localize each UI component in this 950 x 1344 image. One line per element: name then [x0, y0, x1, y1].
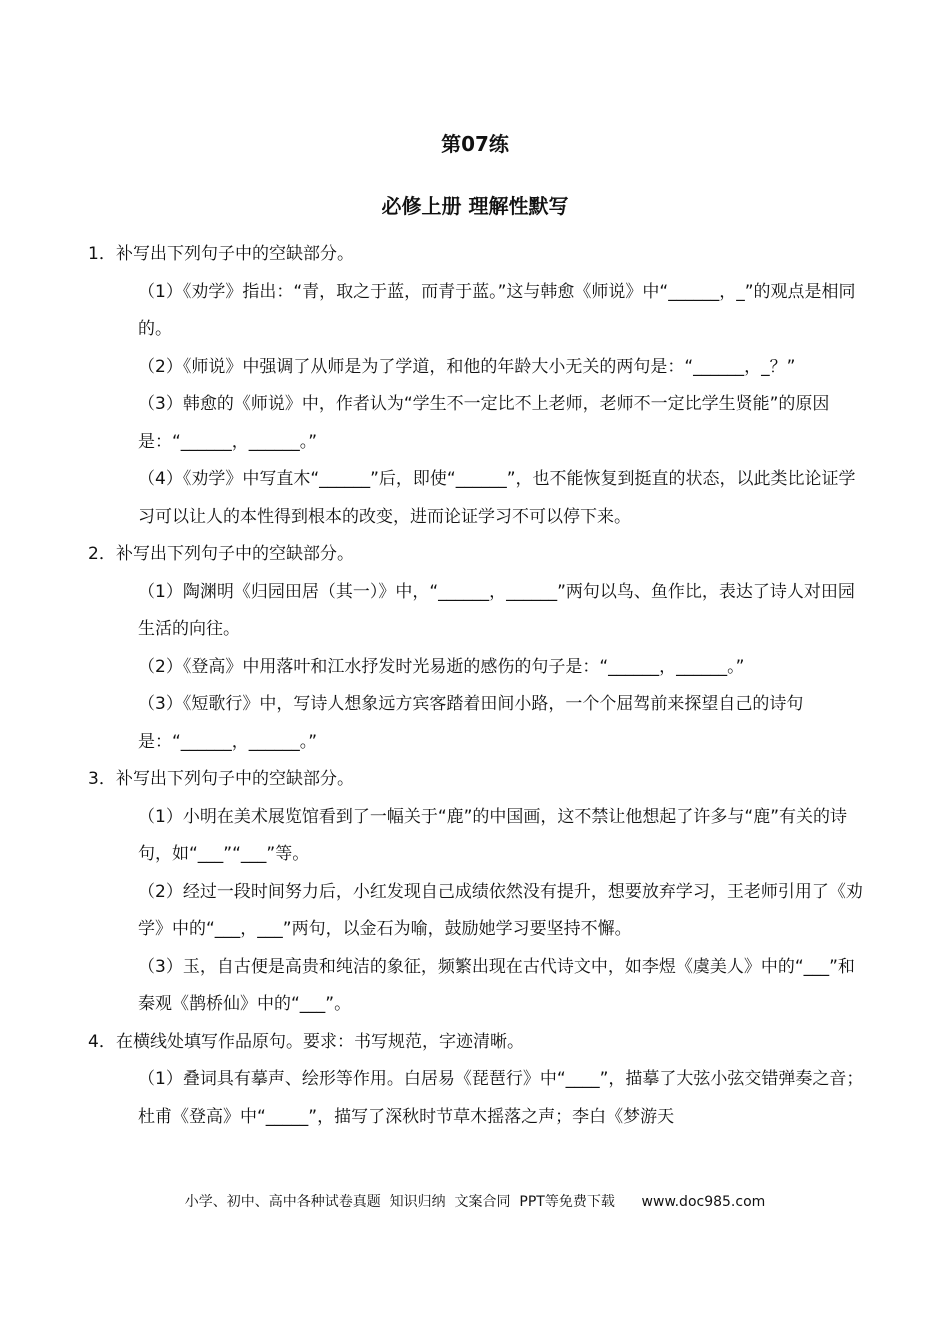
question-4 — [88, 1024, 868, 1137]
question-3 — [88, 761, 868, 1024]
question-header — [88, 761, 868, 799]
sub-question: （1）小明在美术展览馆看到了一幅关于“鹿”的中国画，这不禁让他想起了许多与“鹿”有关的诗句，如“___”“___”等。 — [138, 806, 848, 864]
sub-question-list — [88, 274, 868, 537]
sub-question-list — [88, 1061, 868, 1136]
question-number: 4． — [88, 1031, 116, 1052]
question-1 — [88, 236, 868, 536]
sub-question: （3）《短歌行》中，写诗人想象远方宾客踏着田间小路，一个个屈驾前来探望自己的诗句是：“______，______。” — [138, 694, 804, 752]
question-stem: 补写出下列句子中的空缺部分。 — [116, 544, 354, 564]
sub-question-list — [88, 799, 868, 1024]
question-stem: 补写出下列句子中的空缺部分。 — [116, 769, 354, 789]
question-header — [88, 236, 868, 274]
sub-question: （3）韩愈的《师说》中，作者认为“学生不一定比不上老师，老师不一定比学生贤能”的原因是：“______，______。” — [138, 394, 830, 452]
page-footer: 小学、初中、高中各种试卷真题 知识归纳 文案合同 PPT等免费下载 www.doc985.com — [184, 1194, 766, 1210]
sub-question: （3）玉，自古便是高贵和纯洁的象征，频繁出现在古代诗文中，如李煜《虞美人》中的“___”和秦观《鹊桥仙》中的“___”。 — [138, 956, 855, 1014]
sub-question: （2）经过一段时间努力后，小红发现自己成绩依然没有提升，想要放弃学习，王老师引用了《劝学》中的“___，___”两句，以金石为喻，鼓励她学习要坚持不懈。 — [138, 881, 863, 939]
sub-question: （2）《师说》中强调了从师是为了学道，和他的年龄大小无关的两句是：“______，_？” — [138, 356, 796, 377]
sub-question: （1）《劝学》指出：“青，取之于蓝，而青于蓝。”这与韩愈《师说》中“______，_”的观点是相同的。 — [138, 281, 856, 339]
document-subtitle: 必修上册 理解性默写 — [381, 194, 569, 218]
document-title: 第07练 — [441, 132, 509, 156]
sub-question: （1）叠词具有摹声、绘形等作用。白居易《琵琶行》中“____”，描摹了大弦小弦交错弹奏之音；杜甫《登高》中“_____”，描写了深秋时节草木摇落之声；李白《梦游天 — [138, 1069, 864, 1127]
question-header — [88, 1024, 868, 1062]
question-stem: 补写出下列句子中的空缺部分。 — [116, 244, 354, 264]
question-number: 2． — [88, 544, 116, 564]
question-number: 3． — [88, 769, 116, 789]
question-list — [88, 236, 868, 1136]
sub-question: （4）《劝学》中写直木“______”后，即使“______”，也不能恢复到挺直的状态，以此类比论证学习可以让人的本性得到根本的改变，进而论证学习不可以停下来。 — [138, 469, 856, 527]
sub-question-list — [88, 574, 868, 762]
question-stem: 在横线处填写作品原句。要求：书写规范，字迹清晰。 — [116, 1031, 524, 1052]
question-2 — [88, 536, 868, 761]
question-number: 1． — [88, 244, 116, 264]
sub-question: （1）陶渊明《归园田居（其一）》中，“______，______”两句以鸟、鱼作比，表达了诗人对田园生活的向往。 — [138, 581, 855, 639]
sub-question: （2）《登高》中用落叶和江水抒发时光易逝的感伤的句子是：“______，______。” — [138, 656, 745, 677]
question-header — [88, 536, 868, 574]
